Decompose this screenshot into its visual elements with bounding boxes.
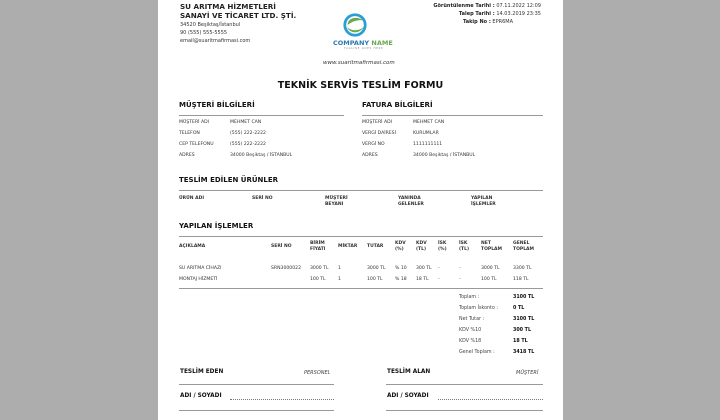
- divider: [179, 410, 334, 411]
- total-label: Toplam :: [459, 295, 480, 300]
- form-sheet: [158, 0, 563, 420]
- total-value: 0 TL: [513, 306, 525, 311]
- giver-title: TESLİM EDEN: [180, 369, 224, 375]
- divider: [386, 410, 543, 411]
- operations-header: SERİ NO: [271, 244, 292, 249]
- invoice-label: VERGİ DAİRESİ: [362, 131, 396, 136]
- invoice-value: 1111111111: [413, 142, 443, 147]
- operations-cell: -: [438, 266, 440, 271]
- invoice-label: ADRES: [362, 153, 378, 158]
- divider: [179, 384, 334, 385]
- company-name: [180, 2, 296, 20]
- company-website: www.suaritmafirmasi.com: [323, 60, 395, 66]
- operations-cell: SU ARITMA CİHAZI: [179, 266, 222, 271]
- operations-header: KDV (%): [395, 241, 406, 252]
- operations-header: NET TOPLAM: [481, 241, 503, 252]
- divider: [179, 288, 543, 289]
- total-value: 300 TL: [513, 328, 532, 333]
- receiver-name-field[interactable]: [438, 399, 543, 400]
- operations-header: KDV (TL): [416, 241, 427, 252]
- operations-cell: 3000 TL: [367, 266, 386, 271]
- giver-role: PERSONEL: [304, 370, 331, 376]
- divider: [386, 384, 543, 385]
- operations-header: İSK (TL): [459, 241, 470, 252]
- operations-cell: 1: [338, 266, 341, 271]
- operations-cell: % 10: [395, 266, 407, 271]
- invoice-label: VERGİ NO: [362, 142, 385, 147]
- total-value: 18 TL: [513, 339, 528, 344]
- receiver-role: MÜŞTERİ: [516, 370, 539, 376]
- logo-name-part2: NAME: [371, 39, 393, 47]
- total-value: 3100 TL: [513, 317, 535, 322]
- invoice-label: MÜŞTERİ ADI: [362, 120, 392, 125]
- divider: [362, 115, 543, 116]
- operations-cell: 3000 TL: [310, 266, 329, 271]
- giver-name-field[interactable]: [230, 399, 334, 400]
- company-phone: 90 (555) 555-5555: [180, 30, 228, 36]
- operations-cell: 100 TL: [367, 277, 383, 282]
- operations-cell: 100 TL: [310, 277, 326, 282]
- giver-name-label: ADI / SOYADI: [180, 393, 222, 399]
- operations-header: BİRİM FİYATI: [310, 241, 326, 252]
- delivered-section-title: TESLİM EDİLEN ÜRÜNLER: [179, 176, 279, 184]
- company-address: 34520 Beşiktaş/İstanbul: [180, 22, 241, 28]
- request-date-value: 14.03.2019 23:35: [496, 11, 541, 17]
- tracking-no: [463, 19, 513, 25]
- view-date: [433, 3, 541, 9]
- operations-cell: -: [459, 266, 461, 271]
- operations-cell: % 18: [395, 277, 407, 282]
- total-label: KDV %18: [459, 339, 482, 344]
- form-title: TEKNİK SERVİS TESLİM FORMU: [277, 80, 444, 91]
- invoice-value: 34000 Beşiktaş / İSTANBUL: [413, 153, 476, 158]
- customer-section-title: MÜŞTERİ BİLGİLERİ: [179, 101, 255, 109]
- operations-header: MİKTAR: [338, 244, 358, 249]
- customer-label: TELEFON: [179, 131, 200, 136]
- total-value: 3418 TL: [513, 350, 535, 355]
- logo-tagline: TAGLINE GOES HERE: [344, 47, 384, 50]
- delivered-header: YANINDA GELENLER: [398, 196, 424, 207]
- total-label: Net Tutar :: [459, 317, 485, 322]
- operations-cell: MONTAJ HİZMETİ: [179, 277, 218, 282]
- invoice-section-title: FATURA BİLGİLERİ: [362, 101, 433, 109]
- total-label: KDV %10: [459, 328, 482, 333]
- customer-label: CEP TELEFONU: [179, 142, 214, 147]
- company-email: email@suaritmafirmasi.com: [180, 38, 251, 44]
- operations-header: AÇIKLAMA: [179, 244, 206, 249]
- total-value: 3100 TL: [513, 295, 535, 300]
- operations-cell: 3300 TL: [513, 266, 532, 271]
- operations-cell: 1: [338, 277, 341, 282]
- company-name-line2: SANAYİ VE TİCARET LTD. ŞTİ.: [180, 11, 297, 20]
- divider: [179, 115, 344, 116]
- delivered-header: MÜŞTERİ BEYANI: [325, 196, 348, 207]
- company-logo-icon: [330, 12, 380, 42]
- customer-label: MÜŞTERİ ADI: [179, 120, 209, 125]
- view-date-label: Görüntülenme Tarihi :: [433, 3, 495, 9]
- operations-cell: 3000 TL: [481, 266, 500, 271]
- operations-cell: -: [459, 277, 461, 282]
- operations-cell: -: [438, 277, 440, 282]
- customer-label: ADRES: [179, 153, 195, 158]
- delivered-header: ÜRÜN ADI: [179, 196, 204, 201]
- delivered-header: YAPILAN İŞLEMLER: [471, 196, 496, 207]
- operations-section-title: YAPILAN İŞLEMLER: [179, 222, 254, 230]
- customer-value: 34000 Beşiktaş / İSTANBUL: [230, 153, 293, 158]
- total-label: Toplam İskonto :: [459, 306, 499, 311]
- logo-name-part1: COMPANY: [333, 39, 370, 47]
- operations-cell: 18 TL: [416, 277, 429, 282]
- operations-header: TUTAR: [367, 244, 384, 249]
- view-date-value: 07.11.2022 12:09: [496, 3, 541, 9]
- request-date: [459, 11, 541, 17]
- customer-value: MEHMET CAN: [230, 120, 262, 125]
- operations-header: İSK (%): [438, 241, 447, 252]
- receiver-title: TESLİM ALAN: [387, 369, 431, 375]
- divider: [179, 190, 543, 191]
- operations-cell: 118 TL: [513, 277, 529, 282]
- receiver-name-label: ADI / SOYADI: [387, 393, 429, 399]
- tracking-label: Takip No :: [462, 19, 491, 25]
- invoice-value: MEHMET CAN: [413, 120, 445, 125]
- operations-cell: 300 TL: [416, 266, 432, 271]
- customer-value: (555) 222-2222: [230, 142, 266, 147]
- customer-value: (555) 222-2222: [230, 131, 266, 136]
- total-label: Genel Toplam :: [459, 350, 495, 355]
- operations-cell: 100 TL: [481, 277, 497, 282]
- delivered-header: SERİ NO: [252, 196, 273, 201]
- operations-header: GENEL TOPLAM: [513, 241, 535, 252]
- company-name-line1: SU ARITMA HİZMETLERİ: [180, 2, 276, 11]
- tracking-value: EPR6MA: [492, 19, 513, 25]
- divider: [179, 236, 543, 237]
- operations-cell: SRN3000022: [271, 266, 302, 271]
- request-date-label: Talep Tarihi :: [458, 11, 495, 17]
- logo-name: [333, 39, 393, 47]
- invoice-value: KURUMLAR: [413, 131, 439, 136]
